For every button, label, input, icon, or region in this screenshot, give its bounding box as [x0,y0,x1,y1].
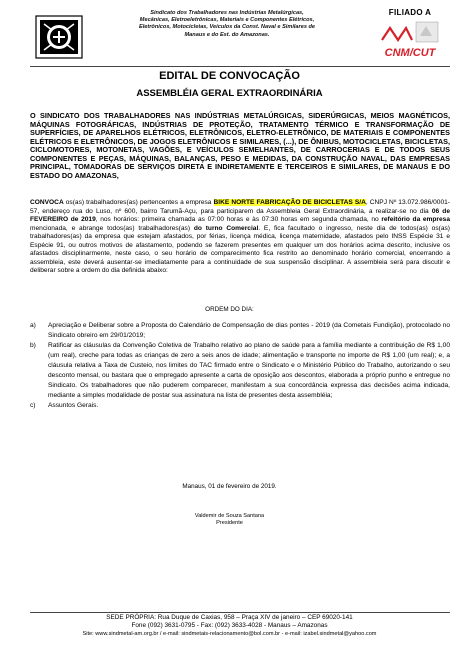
footer-contacts: Site: www.sindmetal-am.org.br / e-mail: sindmetais-relacionamento@bol.com.br - e-mail: izabel.sindmetal@yahoo.com [82,631,377,638]
union-name-line: Eletrônicos, Motocicletas, Veículos da Const. Naval e Similares de [138,24,316,31]
paragraph-text: mencionada, e abrange todos(as) trabalhadores(as) [30,224,194,232]
agenda-list [30,321,450,411]
signature-block [0,513,459,527]
paragraph-text: , CNPJ Nº 13.072.986/0001-57, endereço rua do Luso, nº 600, bairro Tarumã-Açu, para participarem da Assembleia Geral Extraordinária, a realizar-se no dia [30,199,450,215]
agenda-item [30,401,450,411]
union-name-line: Manaus e do Est. do Amazonas. [184,31,270,38]
meeting-location: refeitório da empresa [381,216,450,224]
agenda-heading: ORDEM DO DIA: [205,306,254,313]
agenda-item-letter: b) [30,342,36,349]
paragraph-text: , nos horários: primeira chamada as 07:00 horas e às 07:30 horas em segunda chamada, no [95,216,382,224]
paragraph-text: os(as) trabalhadores(as) pertencentes a empresa [63,199,214,206]
cnm-cut-logo [376,18,444,62]
footer-divider [30,612,450,613]
document-title: EDITAL DE CONVOCAÇÃO [159,70,300,82]
signer-name: Valdemir de Souza Santana [194,513,265,519]
agenda-item [30,321,450,341]
footer-phone: Fone (092) 3631-0795 - Fax: (092) 3633-4028 - Manaus – Amazonas [131,622,328,630]
signer-title: Presidente [216,520,243,526]
agenda-item-text: Apreciação e Deliberar sobre a Proposta do Calendário de Compensação de dias pontes - 2019 (da Cometais Fundição), protocolado no Sindicato obreiro em 29/01/2019; [48,322,450,339]
footer [0,614,459,639]
place-and-date: Manaus, 01 de fevereiro de 2019. [182,483,277,490]
agenda-item-letter: c) [30,402,36,409]
union-logo [30,12,88,62]
company-name-highlight: BIKE NORTE FABRICAÇÃO DE BICICLETAS S/A [213,199,366,206]
document-subtitle: ASSEMBLÉIA GERAL EXTRAORDINÁRIA [136,88,323,99]
agenda-item-text: Assuntos Gerais. [48,402,99,409]
union-identification-paragraph: O SINDICATO DOS TRABALHADORES NAS INDÚSTRIAS METALÚRGICAS, SIDERÚRGICAS, MEIOS MAGNÉTICOS, MÁQUINAS FOTOGRÁFICAS, INDÚSTRIAS DE PROTEÇÃO, TRATAMENTO TÉRMICO E TRANSFORMAÇÃO DE SUPERFÍCIES, DE APARELHOS ELÉTRICOS, ELETRÔNICOS, ELETRO-ELETRÔNICO, DE MATERIAIS E COMPONENTES ELÉTRICOS E ELETRÔNICOS, DE JOGOS ELETRÔNICOS E SIMILARES, (...), DE ÔNIBUS, MOTOCICLETAS, BICICLETAS, CICLOMOTORES, MOTONETAS, VAGÕES, E VEÍCULOS SEMELHANTES, DE CARROCERIAS E DE TODOS SEUS COMPONENTES E PEÇAS, MÁQUINAS, BALANÇAS, PESO E MEDIDAS, DA CONSTRUÇÃO NAVAL, DAS EMPRESAS PRINCIPAL, TOMADORAS DE SERVIÇOS DIRETA E INDIRETAMENTE E TERCEIROS E SIMILARES, DE MANAUS E DO ESTADO DO AMAZONAS, [30,111,450,180]
union-name-line: Mecânicas, Eletroeletrônicas, Materiais e Componentes Elétricos, [139,17,315,24]
agenda-item-letter: a) [30,322,36,329]
union-name-line: Sindicato dos Trabalhadores nas Indústrias Metalúrgicas, [150,10,304,16]
agenda-item [30,341,450,401]
footer-address: SEDE PRÓPRIA: Rua Duque de Caxias, 958 – Praça XIV de janeiro – CEP 69020-141 [106,614,353,621]
paragraph-text: . E, fica facultado o ingresso, neste dia de todos(as) os(as) trabalhadores(as) da empresa que estejam afastados, por férias, licença médica, licença maternidade, afastados pelo INSS Espécie 31 e Espécie 91, ou outros motivos de afastamento, podendo se fazerem presentes em qualquer um dos horários acima descrito, inclusive os afastados disciplinarmente, neste caso, o seu horário de comparecimento fica restrito ao denominado horário comercial, encerrando a assembleia, este deverá ausentar-se imediatamente para a continuidade de sua suspensão disciplinar. A assembleia será para discutir e deliberar sobre a ordem do dia definida abaixo: [30,224,450,275]
convoca-word: CONVOCA [30,199,64,206]
affiliation-label: FILIADO A [388,8,432,17]
convocation-paragraph [30,199,450,276]
agenda-item-text: Ratificar as cláusulas da Convenção Coletiva de Trabalho relativo ao plano de saúde para a família mediante a contribuição de R$ 1,00 (um real), creche para todas as crianças de zero a seis anos de idade; alimentação e transporte no importe de R$ 1,00 (um real); e, a cláusula relativa a Taxa de Custeio, nos limites do TAC firmado entre o Sindicato e o Ministério Público do Trabalho, autorizando o seu desconto mensal, ou bastara que o empregado apresente a carta de oposição aos descontos, elaborada a próprio punho e entregue no Sindicato. Os trabalhadores que não puderem comparecer, manifestam a sua concordância expressa das decisões acima indicada, mediante a simples modalidade de postar sua assinatura na lista de presentes desta assembléia; [48,342,450,399]
union-name [96,10,358,39]
header-divider [30,66,450,67]
meeting-date: 06 de FEVEREIRO de 2019 [30,207,450,224]
cnm-logo-text: CNM/CUT [384,47,436,59]
work-shift: do turno Comercial [193,224,259,232]
